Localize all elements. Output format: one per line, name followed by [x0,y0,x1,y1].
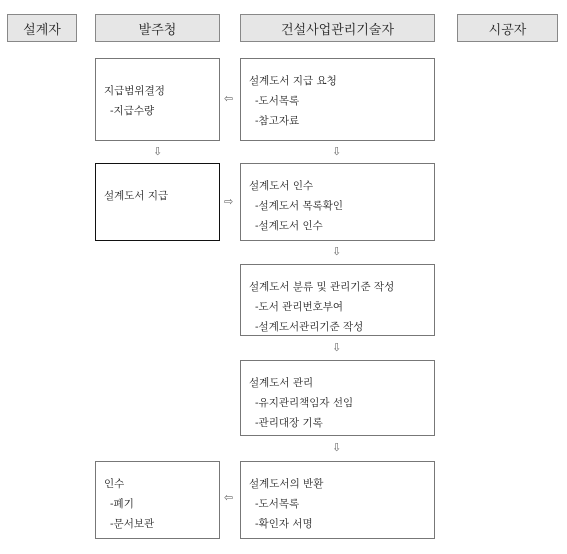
step-item: -관리대장 기록 [255,417,323,429]
arrow-left-icon: ⇦ [224,491,234,504]
header-engineer: 건설사업관리기술자 [240,14,435,42]
step-item: -도서목록 [255,498,300,510]
arrow-left-icon: ⇦ [224,92,234,105]
step-title: 설계도서 인수 [249,180,314,192]
step-receive [240,163,435,241]
step-title: 인수 [104,478,125,490]
arrow-down-icon: ⇩ [332,145,342,158]
step-title: 설계도서 관리 [249,377,314,389]
step-supply-request [240,58,435,141]
step-item: -설계도서 목록확인 [255,200,344,212]
step-item: -설계도서 인수 [255,220,323,232]
step-item: -참고자료 [255,115,300,127]
step-return [240,461,435,539]
step-title: 설계도서 분류 및 관리기준 작성 [249,281,395,293]
step-item: -문서보관 [110,518,155,530]
step-item: -도서 관리번호부여 [255,301,344,313]
step-item: -설계도서관리기준 작성 [255,321,364,333]
step-manage [240,360,435,436]
arrow-down-icon: ⇩ [332,341,342,354]
step-item: -확인자 서명 [255,518,313,530]
step-range-decision [95,58,220,141]
step-item: -지급수량 [110,105,155,117]
step-classify [240,264,435,336]
header-designer: 설계자 [7,14,77,42]
header-contractor: 시공자 [457,14,558,42]
arrow-down-icon: ⇩ [332,245,342,258]
step-supply [95,163,220,241]
step-title: 설계도서의 반환 [249,478,324,490]
step-title: 설계도서 지급 [104,190,169,202]
step-item: -유지관리책임자 선임 [255,397,354,409]
step-item: -폐기 [110,498,134,510]
step-takeover [95,461,220,539]
step-title: 지급범위결정 [104,85,165,97]
arrow-down-icon: ⇩ [153,145,163,158]
step-title: 설계도서 지급 요청 [249,75,337,87]
step-item: -도서목록 [255,95,300,107]
arrow-right-icon: ⇨ [224,195,234,208]
arrow-down-icon: ⇩ [332,441,342,454]
header-client: 발주청 [95,14,220,42]
